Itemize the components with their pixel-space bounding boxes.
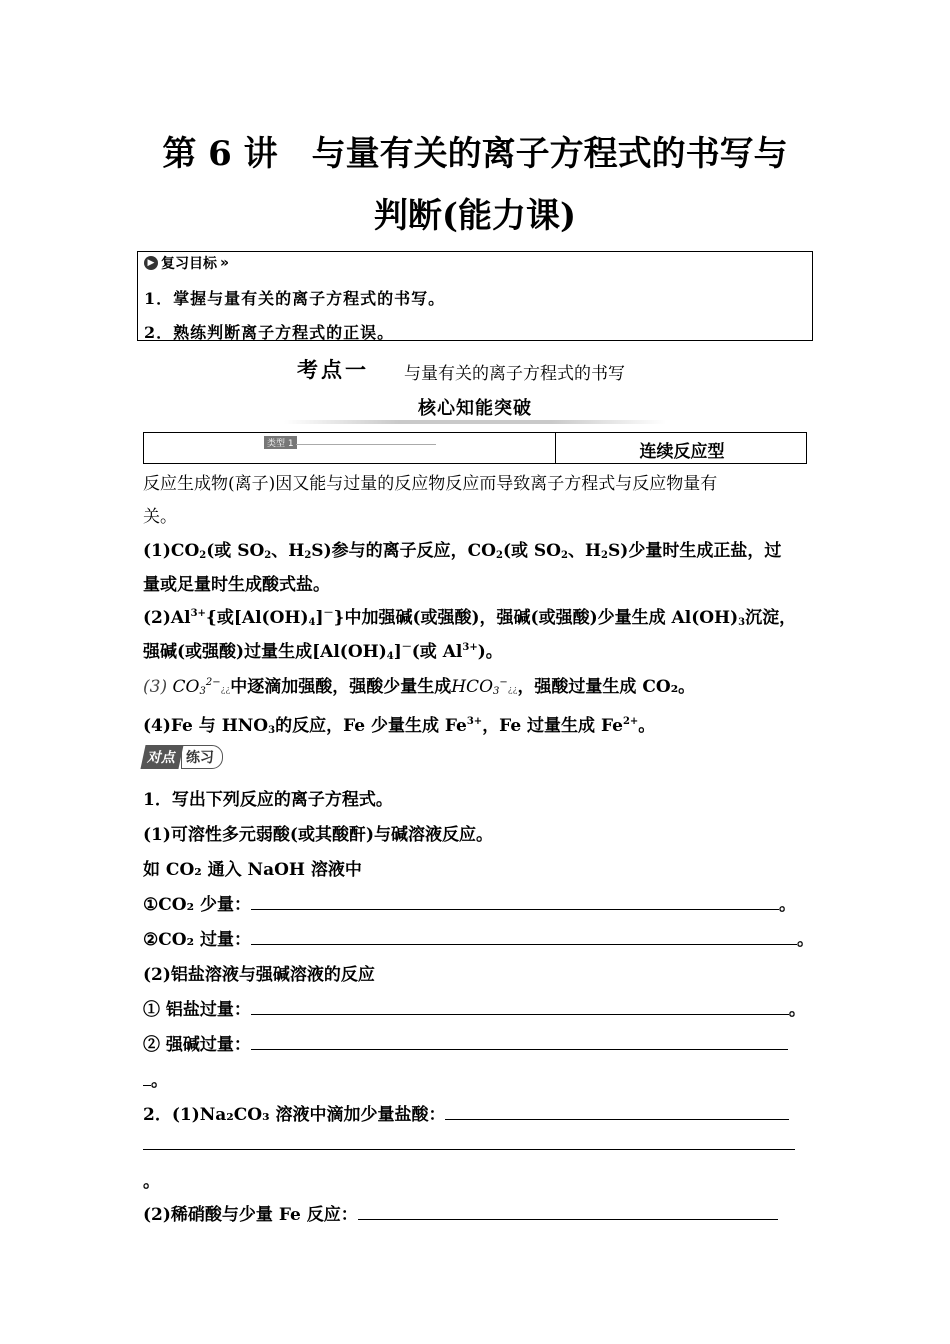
intro-line-2: 关。 [143, 507, 177, 527]
review-goals-box [137, 251, 813, 341]
question-1-example: 如 CO₂ 通入 NaOH 溶液中 [143, 860, 362, 880]
page-title: 第 6 讲 与量有关的离子方程式的书写与 [162, 134, 788, 174]
question-1-2: (2)铝盐溶液与强碱溶液的反应 [143, 965, 375, 985]
section-title: 与量有关的离子方程式的书写 [404, 364, 625, 384]
question-1d: ② 强碱过量： [143, 1030, 788, 1055]
intro-line-1: 反应生成物(离子)因又能与过量的反应物反应而导致离子方程式与反应物量有 [143, 474, 718, 494]
answer-blank[interactable] [251, 894, 779, 910]
goal-item-2: 2．熟练判断离子方程式的正误。 [144, 323, 395, 342]
goal-item-1: 1．掌握与量有关的离子方程式的书写。 [144, 289, 446, 308]
question-2-1: 2．(1)Na₂CO₃ 溶液中滴加少量盐酸： [143, 1100, 789, 1125]
answer-blank[interactable] [358, 1204, 778, 1220]
question-1-1: (1)可溶性多元弱酸(或其酸酐)与碱溶液反应。 [143, 825, 494, 845]
point-2: $(2)Al^{3+}${或$[Al(OH)_4]^-$}中加强碱(或强酸)，强碱(或强酸)少量生成 $Al(OH)_3$沉淀， [143, 608, 797, 628]
question-2-1-cont [143, 1134, 795, 1155]
double-chevron-icon: » [220, 255, 230, 271]
question-1: 1．写出下列反应的离子方程式。 [143, 790, 393, 810]
question-2-1-end: 。 [143, 1172, 160, 1192]
question-1c: ① 铝盐过量： 。 [143, 1000, 806, 1020]
practice-badge: 对点 练习 [143, 745, 223, 769]
point-2-cont: 强碱(或强酸)过量生成$[Al(OH)_4]^-$(或 $Al^{3+}$)。 [143, 642, 503, 662]
point-4: (4)Fe 与 $HNO_3$的反应，Fe 少量生成 $Fe^{3+}$，Fe 过量生成 $Fe^{2+}$。 [143, 716, 656, 736]
type-label: 连续反应型 [639, 442, 725, 462]
divider [284, 420, 666, 424]
question-1b: ②CO₂ 过量： 。 [143, 930, 814, 950]
section-label: 考点一 [297, 358, 369, 382]
answer-blank[interactable] [251, 999, 789, 1015]
answer-blank[interactable] [251, 1034, 788, 1050]
answer-blank[interactable] [143, 1134, 795, 1150]
answer-blank[interactable] [251, 929, 797, 945]
arrow-circle-icon: ▶ [144, 256, 158, 270]
answer-blank[interactable] [143, 1070, 151, 1086]
point-3: (3) $CO_3^{2-}¿¿$中逐滴加强酸，强酸少量生成$HCO_3^-¿¿$，强酸过量生成 CO₂。 [143, 677, 696, 697]
tag-underline [296, 444, 436, 445]
core-heading: 核心知能突破 [418, 398, 532, 419]
type-tag: 类型 1 [264, 436, 297, 449]
page-title-line2: 判断(能力课) [373, 196, 577, 236]
question-1a: ①CO₂ 少量： 。 [143, 895, 796, 915]
type-table [143, 432, 807, 464]
answer-blank[interactable] [445, 1104, 789, 1120]
point-1-cont: 量或足量时生成酸式盐。 [143, 575, 330, 595]
question-1d-cont: 。 [143, 1066, 168, 1091]
question-2-2: (2)稀硝酸与少量 Fe 反应： [143, 1200, 778, 1225]
goals-heading: ▶ 复习目标 » [144, 253, 229, 273]
point-1: $(1)CO_2$(或 $SO_2$、$H_2S$)参与的离子反应，$CO_2$(或 $SO_2$、$H_2S$)少量时生成正盐，过 [143, 541, 782, 561]
